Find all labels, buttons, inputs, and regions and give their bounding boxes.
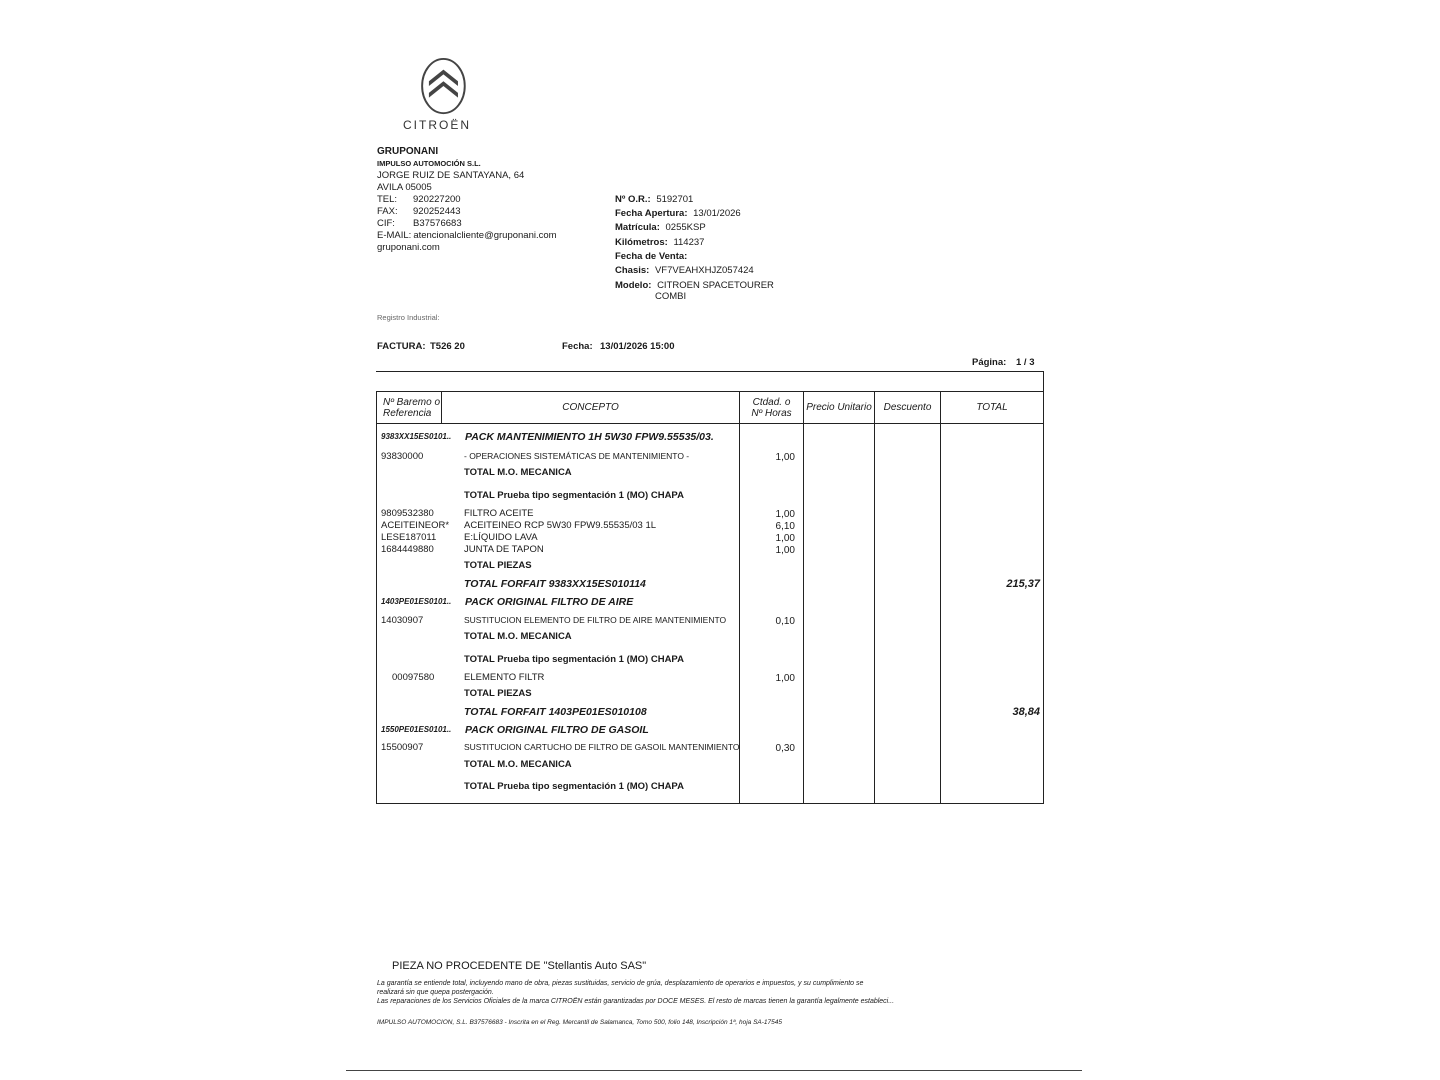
company-tel xyxy=(377,194,461,205)
company-name: GRUPONANI xyxy=(377,146,439,157)
header-ref-line2: Referencia xyxy=(383,407,432,419)
header-descuento: Descuento xyxy=(875,392,941,424)
tel-label: TEL: xyxy=(377,194,398,205)
garantia-line-2: realizará sin que quepa postergación. xyxy=(377,989,494,996)
bottom-rule xyxy=(346,1070,1082,1071)
header-referencia xyxy=(377,392,442,424)
row-total: 38,84 xyxy=(1012,706,1040,718)
header-qty-line1: Ctdad. o xyxy=(752,396,791,408)
body-price-col xyxy=(804,424,875,804)
row-concept: TOTAL Prueba tipo segmentación 1 (MO) CHAPA xyxy=(464,490,684,501)
km-value: 114237 xyxy=(673,237,705,248)
row-concept: PACK ORIGINAL FILTRO DE GASOIL xyxy=(465,724,649,736)
citroen-logo-icon xyxy=(417,56,497,118)
row-concept: - OPERACIONES SISTEMÁTICAS DE MANTENIMIENTO - xyxy=(464,451,690,461)
garantia-line-3: Las reparaciones de los Servicios Oficiales de la marca CITROËN están garantizadas por DOCE MESES. El resto de marcas tienen la garantía legalmente estableci... xyxy=(377,998,895,1005)
garantia-line-1: La garantía se entiende total, incluyendo mano de obra, piezas sustituidas, servicio de grúa, desplazamiento de operarios e impuestos, y su cumplimiento se xyxy=(377,980,864,987)
brand-name: CITROËN xyxy=(403,118,471,132)
fecha-label: Fecha: xyxy=(562,341,593,352)
pieza-notice: PIEZA NO PROCEDENTE DE "Stellantis Auto SAS" xyxy=(392,960,647,972)
header-qty-line2: Nº Horas xyxy=(751,407,792,419)
chasis-label: Chasis: xyxy=(615,265,650,276)
row-reference: 14030907 xyxy=(381,615,424,626)
row-concept: TOTAL PIEZAS xyxy=(464,560,532,571)
row-reference: 1684449880 xyxy=(381,544,434,555)
row-quantity: 0,30 xyxy=(775,743,795,754)
tel-value: 920227200 xyxy=(413,194,461,205)
row-concept: FILTRO ACEITE xyxy=(464,508,534,519)
row-concept: TOTAL FORFAIT 9383XX15ES010114 xyxy=(464,578,646,590)
company-address: JORGE RUIZ DE SANTAYANA, 64 xyxy=(377,170,525,181)
body-total-col xyxy=(941,424,1044,804)
fax-value: 920252443 xyxy=(413,206,461,217)
header-cantidad xyxy=(740,392,804,424)
pagina-label: Página: xyxy=(972,357,1007,368)
modelo-value: CITROEN SPACETOURER xyxy=(657,280,774,291)
cif-value: B37576683 xyxy=(413,218,462,229)
factura-label: FACTURA: xyxy=(377,341,426,352)
chasis-value: VF7VEAHXHJZ057424 xyxy=(654,265,754,276)
header-ref-line1: Nº Baremo o xyxy=(383,396,441,408)
email-value: atencionalcliente@gruponani.com xyxy=(413,230,557,241)
company-city: AVILA 05005 xyxy=(377,182,432,193)
row-concept: TOTAL PIEZAS xyxy=(464,688,532,699)
row-concept: PACK MANTENIMIENTO 1H 5W30 FPW9.55535/03. xyxy=(465,431,714,443)
header-precio: Precio Unitario xyxy=(804,392,875,424)
table-top-frame xyxy=(376,371,1044,391)
company-email xyxy=(377,230,557,241)
row-concept: TOTAL Prueba tipo segmentación 1 (MO) CHAPA xyxy=(464,654,684,665)
body-discount-col xyxy=(875,424,941,804)
or-value: 5192701 xyxy=(656,194,694,205)
fecha-value: 13/01/2026 15:00 xyxy=(600,341,675,352)
row-reference: 1403PE01ES0101.. xyxy=(381,597,452,606)
row-concept: PACK ORIGINAL FILTRO DE AIRE xyxy=(465,596,634,608)
company-legal-name: IMPULSO AUTOMOCIÓN S.L. xyxy=(377,159,481,168)
modelo-value-2: COMBI xyxy=(655,291,687,302)
factura-number: T526 20 xyxy=(430,341,465,352)
matricula-value: 0255KSP xyxy=(665,222,706,233)
row-concept: ELEMENTO FILTR xyxy=(464,672,545,683)
row-concept: TOTAL Prueba tipo segmentación 1 (MO) CHAPA xyxy=(464,781,684,792)
row-quantity: 1,00 xyxy=(775,673,795,684)
row-quantity: 1,00 xyxy=(775,545,795,556)
row-reference: ACEITEINEOR* xyxy=(381,520,450,531)
header-total: TOTAL xyxy=(941,392,1044,424)
pagina-value: 1 / 3 xyxy=(1016,357,1035,368)
or-label: Nº O.R.: xyxy=(615,194,651,205)
row-concept: ACEITEINEO RCP 5W30 FPW9.55535/03 1L xyxy=(464,520,657,531)
row-concept: TOTAL M.O. MECANICA xyxy=(464,631,572,642)
row-quantity: 1,00 xyxy=(775,533,795,544)
row-quantity: 1,00 xyxy=(775,509,795,520)
row-reference: 15500907 xyxy=(381,742,424,753)
row-concept: TOTAL FORFAIT 1403PE01ES010108 xyxy=(464,706,647,718)
registro-industrial: Registro Industrial: xyxy=(377,313,440,322)
row-concept: TOTAL M.O. MECANICA xyxy=(464,759,572,770)
row-total: 215,37 xyxy=(1006,578,1040,590)
row-quantity: 1,00 xyxy=(775,452,795,463)
matricula-label: Matrícula: xyxy=(615,222,660,233)
row-reference: 93830000 xyxy=(381,451,424,462)
row-concept: SUSTITUCION ELEMENTO DE FILTRO DE AIRE MANTENIMIENTO xyxy=(464,615,727,625)
row-reference: 1550PE01ES0101.. xyxy=(381,725,452,734)
venta-label: Fecha de Venta: xyxy=(615,251,688,262)
row-quantity: 6,10 xyxy=(775,521,795,532)
row-concept: JUNTA DE TAPON xyxy=(464,544,544,555)
row-reference: 9809532380 xyxy=(381,508,434,519)
row-reference: LESE187011 xyxy=(381,532,437,543)
row-reference: 00097580 xyxy=(392,672,435,683)
row-concept: E:LÍQUIDO LAVA xyxy=(464,532,538,543)
row-concept: TOTAL M.O. MECANICA xyxy=(464,467,572,478)
apertura-label: Fecha Apertura: xyxy=(615,208,688,219)
apertura-value: 13/01/2026 xyxy=(693,208,741,219)
email-label: E-MAIL: xyxy=(377,230,412,241)
header-concepto: CONCEPTO xyxy=(442,392,740,424)
km-label: Kilómetros: xyxy=(615,237,668,248)
registro-mercantil: IMPULSO AUTOMOCION, S.L. B37576683 - Inscrita en el Reg. Mercantil de Salamanca, Tomo 500, folio 148, Inscripción 1ª, hoja SA-17545 xyxy=(377,1019,783,1026)
company-web: gruponani.com xyxy=(377,242,440,253)
row-quantity: 0,10 xyxy=(775,616,795,627)
company-cif xyxy=(377,218,462,229)
row-reference: 9383XX15ES0101.. xyxy=(381,432,452,441)
cif-label: CIF: xyxy=(377,218,395,229)
row-concept: SUSTITUCION CARTUCHO DE FILTRO DE GASOIL MANTENIMIENTO xyxy=(464,742,740,752)
modelo-label: Modelo: xyxy=(615,280,652,291)
company-fax xyxy=(377,206,461,217)
table-header-row xyxy=(377,392,1044,424)
fax-label: FAX: xyxy=(377,206,398,217)
